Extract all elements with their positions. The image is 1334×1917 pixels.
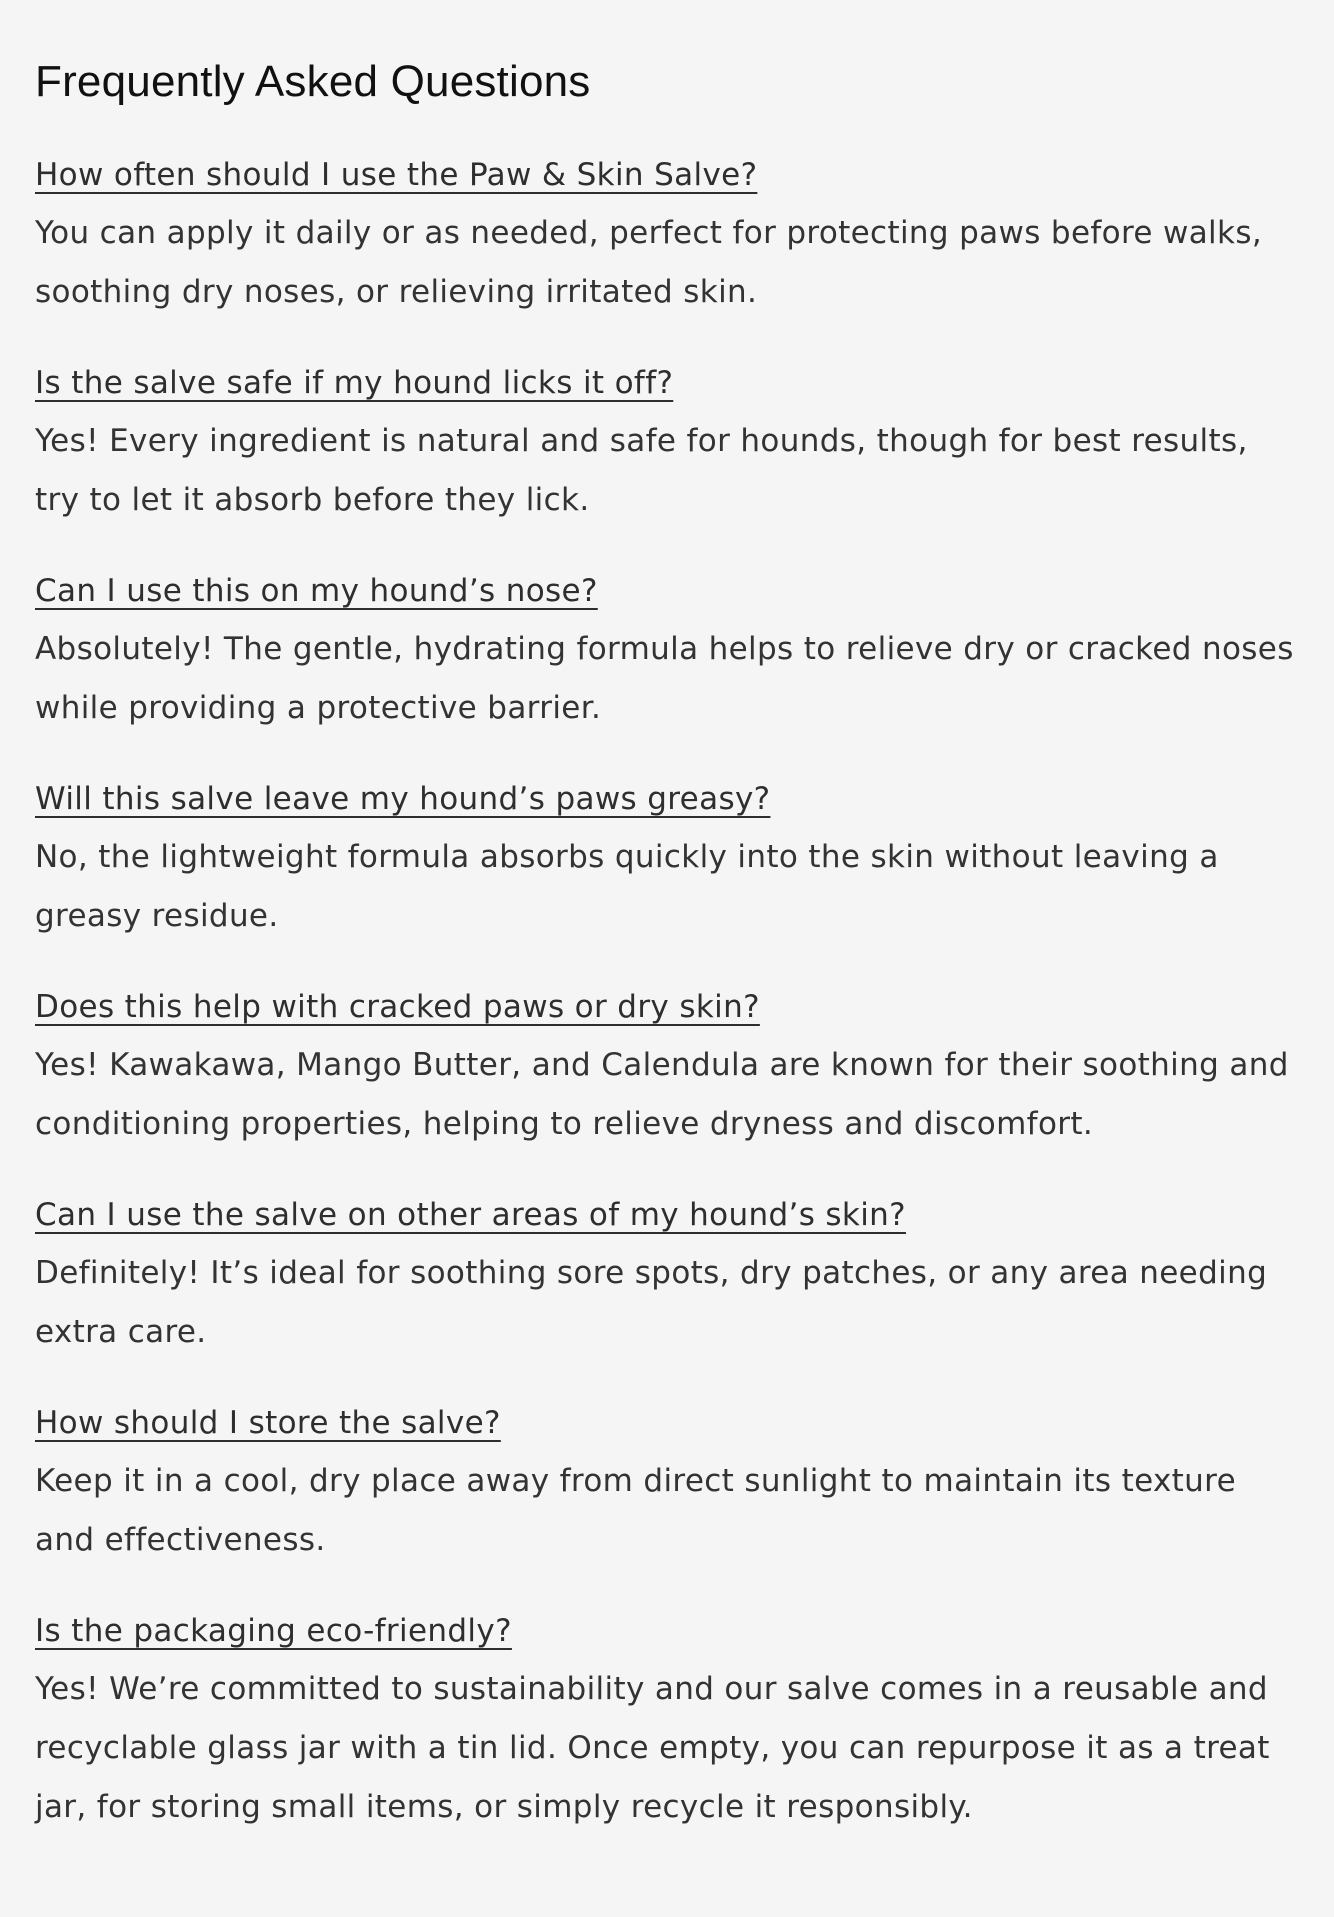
faq-list <box>35 146 1299 1837</box>
faq-answer: No, the lightweight formula absorbs quickly into the skin without leaving a greasy residue. <box>35 839 1219 934</box>
faq-question-link[interactable]: Can I use the salve on other areas of my hound’s skin? <box>35 1197 906 1233</box>
faq-item <box>35 770 1299 946</box>
faq-item <box>35 978 1299 1154</box>
faq-question-link[interactable]: Can I use this on my hound’s nose? <box>35 573 598 609</box>
faq-question-link[interactable]: Does this help with cracked paws or dry skin? <box>35 989 760 1025</box>
faq-item <box>35 1602 1299 1837</box>
faq-item <box>35 1394 1299 1570</box>
faq-question-link[interactable]: How often should I use the Paw & Skin Salve? <box>35 157 758 193</box>
faq-answer: Yes! Kawakawa, Mango Butter, and Calendula are known for their soothing and conditioning properties, helping to relieve dryness and discomfort. <box>35 1047 1289 1142</box>
faq-item <box>35 562 1299 738</box>
faq-answer: Yes! We’re committed to sustainability and our salve comes in a reusable and recyclable glass jar with a tin lid. Once empty, you can repurpose it as a treat jar, for storing small items, or simply recycle it responsibly. <box>35 1671 1270 1825</box>
faq-item <box>35 1186 1299 1362</box>
faq-answer: Keep it in a cool, dry place away from direct sunlight to maintain its texture and effectiveness. <box>35 1463 1236 1558</box>
faq-question-link[interactable]: How should I store the salve? <box>35 1405 501 1441</box>
faq-item <box>35 146 1299 322</box>
faq-question-link[interactable]: Will this salve leave my hound’s paws greasy? <box>35 781 771 817</box>
faq-answer: Absolutely! The gentle, hydrating formula helps to relieve dry or cracked noses while providing a protective barrier. <box>35 631 1294 726</box>
faq-question-link[interactable]: Is the salve safe if my hound licks it off? <box>35 365 674 401</box>
faq-question-link[interactable]: Is the packaging eco-friendly? <box>35 1613 512 1649</box>
faq-answer: Yes! Every ingredient is natural and safe for hounds, though for best results, try to let it absorb before they lick. <box>35 423 1248 518</box>
faq-item <box>35 354 1299 530</box>
page-title: Frequently Asked Questions <box>35 57 591 106</box>
faq-answer: Definitely! It’s ideal for soothing sore spots, dry patches, or any area needing extra care. <box>35 1255 1268 1350</box>
faq-answer: You can apply it daily or as needed, perfect for protecting paws before walks, soothing dry noses, or relieving irritated skin. <box>35 215 1263 310</box>
